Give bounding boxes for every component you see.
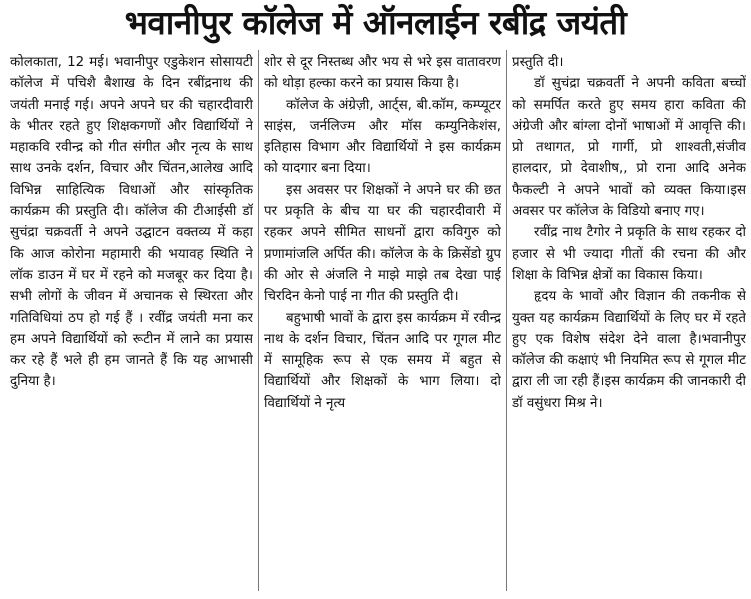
paragraph: डॉ सुचंद्रा चक्रवर्ती ने अपनी कविता बच्चों को समर्पित करते हुए समय हारा कविता की अंग्रेजी और बांग्ला दोनों भाषाओं में आवृत्ति की। प्रो तथागत, प्रो गार्गी, प्रो शाश्वती,संजीव हालदार, प्रो देवाशीष,, प्रो राना आदि अनेक फैकल्टी ने अपने भावों को व्यक्त किया।इस अवसर पर कॉलेज के विडियो बनाए गए। bbox=[512, 76, 746, 220]
article-column-2 bbox=[264, 52, 501, 593]
paragraph: रवींद्र नाथ टैगोर ने प्रकृति के साथ रहकर दो हजार से भी ज्यादा गीतों की रचना की और शिक्षा के विभिन्न क्षेत्रों का विकास किया। bbox=[512, 225, 746, 283]
paragraph: कोलकाता, 12 मई। भवानीपुर एडुकेशन सोसायटी कॉलेज में पचिशै बैशाख के दिन रबींद्रनाथ की जयंती मनाई गई। अपने अपने घर की चहारदीवारी के भीतर रहते हुए शिक्षकगणों और विद्यार्थियों ने महाकवि रवीन्द्र को गीत संगीत और नृत्य के साथ साथ उनके दर्शन, विचार और चिंतन,आलेख आदि विभिन्न साहित्यिक विधाओं और सांस्कृतिक कार्यक्रम की प्रस्तुति दी। कॉलेज की टीआईसी डॉ सुचंद्रा चक्रवर्ती ने अपने उद्घाटन वक्तव्य में कहा कि आज कोरोना महामारी की भयावह स्थिति ने लॉक डाउन में घर में रहने को मजबूर कर दिया है।सभी लोगों के जीवन में अचानक से स्थिरता और गतिविधियां ठप हो गई हैं । रवींद्र जयंती मना कर हम अपने विद्यार्थियों को रूटीन में लाने का प्रयास कर रहे हैं भले ही हम जानते हैं कि यह आभासी दुनिया है। bbox=[10, 55, 253, 390]
article-headline: भवानीपुर कॉलेज में ऑनलाईन रबींद्र जयंती bbox=[124, 3, 627, 42]
paragraph: प्रस्तुति दी। bbox=[512, 55, 564, 70]
paragraph: हृदय के भावों और विज्ञान की तकनीक से युक्त यह कार्यक्रम विद्यार्थियों के लिए घर में रहते हुए एक विशेष संदेश देने वाला है।भवानीपुर कॉलेज की कक्षाएं भी नियमित रूप से गूगल मीट द्वारा ली जा रही हैं।इस कार्यक्रम की जानकारी दी डॉ वसुंधरा मिश्र ने। bbox=[512, 289, 746, 411]
column-divider bbox=[506, 50, 507, 591]
paragraph: बहुभाषी भावों के द्वारा इस कार्यक्रम में रवीन्द्र नाथ के दर्शन विचार, चिंतन आदि पर गूगल मीट में सामूहिक रूप से एक समय में बहुत से विद्यार्थियों और शिक्षकों के भाग लिया। दो विद्यार्थियों ने नृत्य bbox=[264, 310, 501, 411]
paragraph: इस अवसर पर शिक्षकों ने अपने घर की छत पर प्रकृति के बीच या घर की चहारदीवारी में रहकर अपने सीमित साधनों द्वारा कविगुरु को प्रणामांजलि अर्पित की। कॉलेज के के क्रिसेंडो ग्रुप की ओर से अंजलि ने माझे माझे तब देखा पाई चिरदिन केनो पाई ना गीत की प्रस्तुति दी। bbox=[264, 182, 501, 305]
article-column-3 bbox=[512, 52, 746, 593]
article-column-1 bbox=[10, 52, 253, 593]
paragraph: शोर से दूर निस्तब्ध और भय से भरे इस वातावरण को थोड़ा हल्का करने का प्रयास किया है। bbox=[264, 55, 501, 92]
column-divider bbox=[258, 50, 259, 591]
paragraph: कॉलेज के अंग्रेज़ी, आर्ट्स, बी.कॉम, कम्प्यूटर साइंस, जर्नलिज्म और मॉस कम्युनिकेशंस, इतिहास विभाग और विद्यार्थियों ने इस कार्यक्रम को यादगार बना दिया। bbox=[264, 97, 501, 177]
